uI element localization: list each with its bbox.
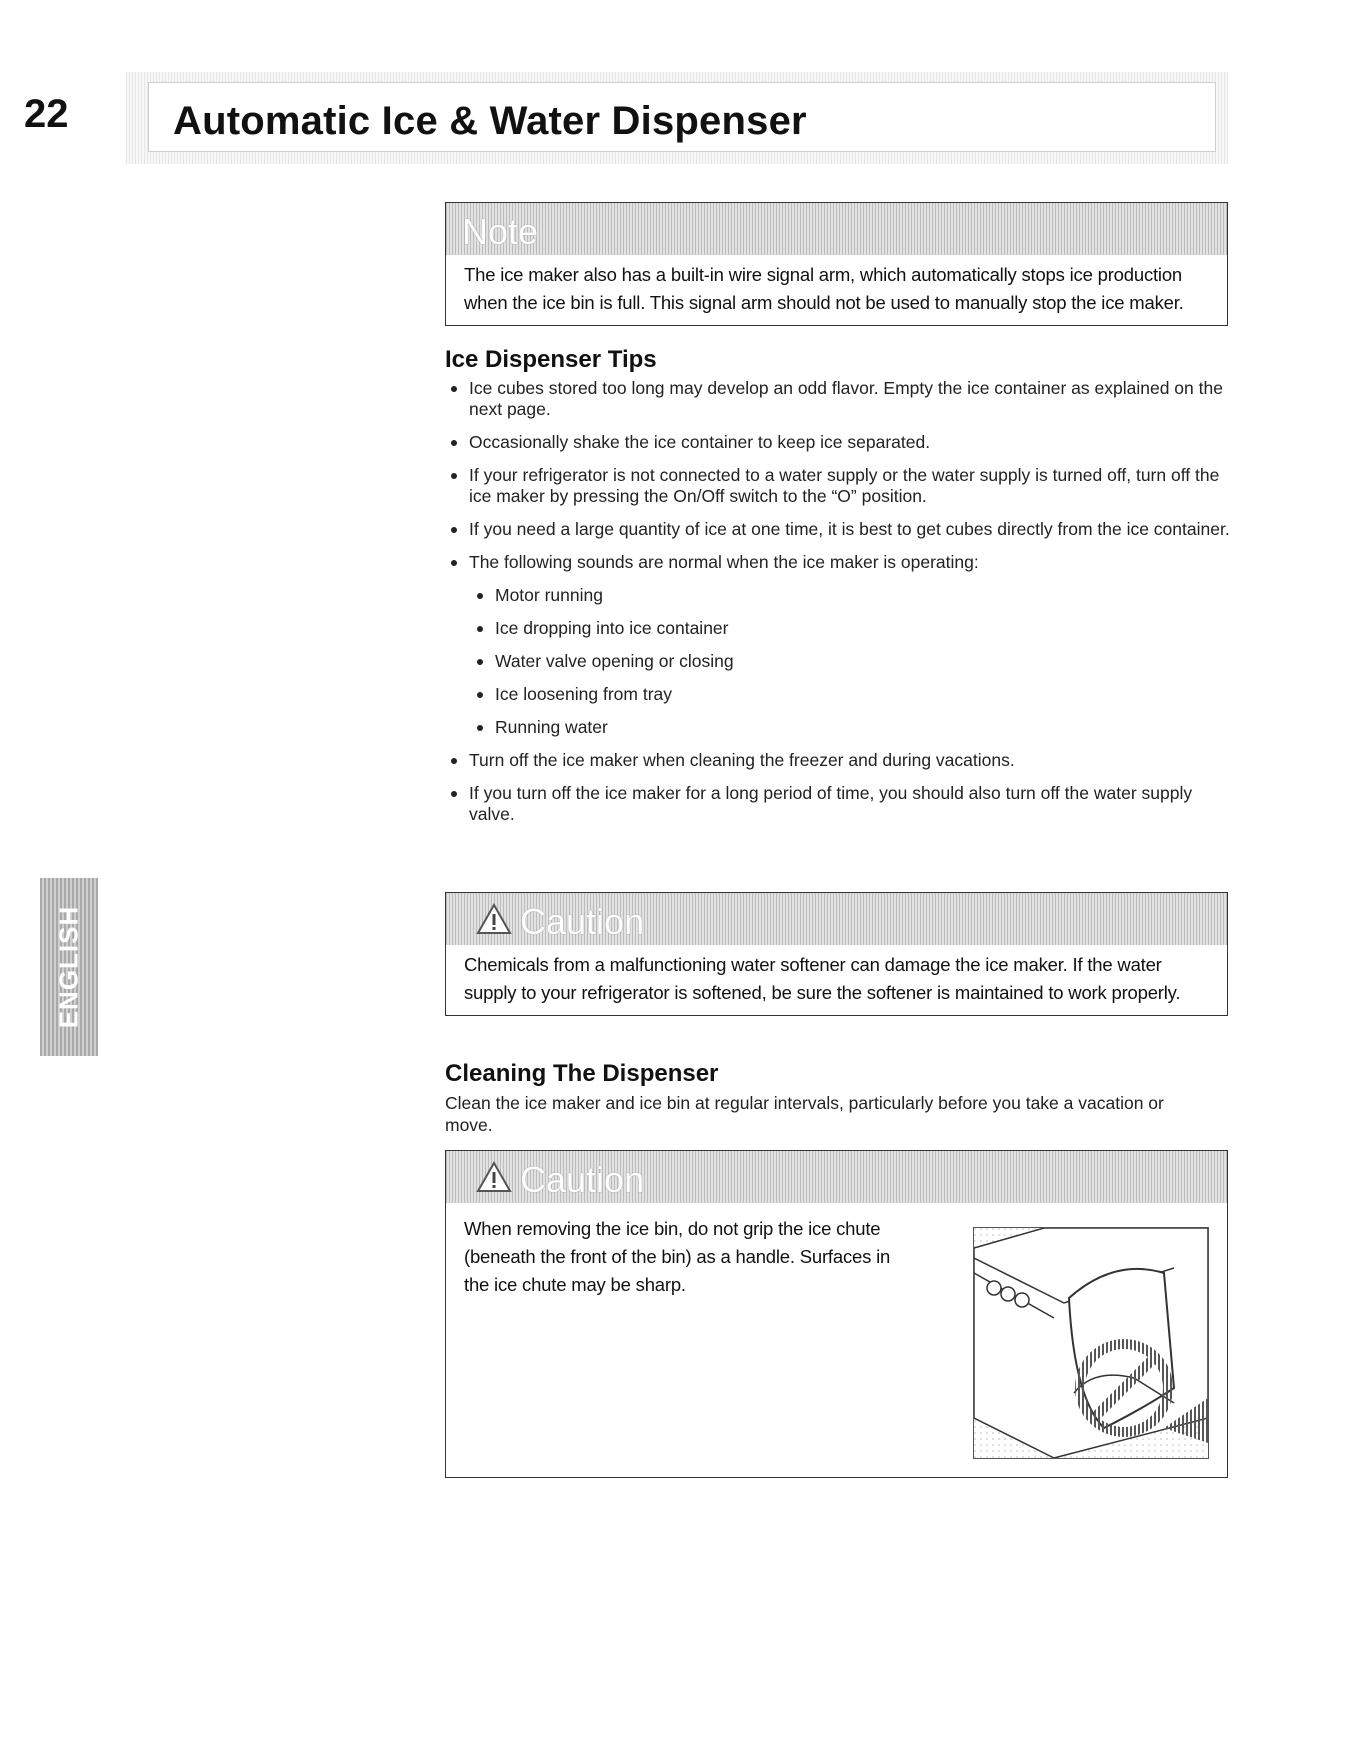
caution-text-ice-chute: When removing the ice bin, do not grip the ice chute (beneath the front of the bin) as a handle. Surfaces in the ice chute may be sharp. xyxy=(464,1218,891,1295)
ice-tips-list xyxy=(445,378,1235,837)
ice-bin-illustration xyxy=(973,1227,1209,1459)
sub-list-item: Running water xyxy=(469,717,1235,738)
caution-box-softener xyxy=(445,892,1228,1016)
note-box-header xyxy=(446,203,1227,255)
list-item: If your refrigerator is not connected to a water supply or the water supply is turned off, turn off the ice maker by pressing the On/Off switch to the “O” position. xyxy=(445,465,1235,507)
list-item-text: The following sounds are normal when the ice maker is operating: xyxy=(469,552,979,572)
warning-triangle-icon xyxy=(476,903,512,935)
caution-heading: Caution xyxy=(520,901,645,942)
sub-list-item: Ice dropping into ice container xyxy=(469,618,1235,639)
caution-text-softener: Chemicals from a malfunctioning water softener can damage the ice maker. If the water supply to your refrigerator is softened, be sure the softener is maintained to work properly. xyxy=(464,954,1181,1003)
no-grip-ice-chute-icon xyxy=(974,1228,1208,1458)
caution-box-ice-chute xyxy=(445,1150,1228,1478)
sub-list-item: Ice loosening from tray xyxy=(469,684,1235,705)
side-tab-label: ENGLISH xyxy=(53,905,84,1029)
title-banner xyxy=(126,72,1228,164)
warning-triangle-icon xyxy=(476,1161,512,1193)
cleaning-title: Cleaning The Dispenser xyxy=(445,1060,719,1087)
list-item: Turn off the ice maker when cleaning the freezer and during vacations. xyxy=(445,750,1235,771)
sub-list-item: Motor running xyxy=(469,585,1235,606)
page-title: Automatic Ice & Water Dispenser xyxy=(173,99,807,143)
caution-box-header xyxy=(446,893,1227,945)
sub-list-item: Water valve opening or closing xyxy=(469,651,1235,672)
note-heading: Note xyxy=(462,211,539,252)
note-text: The ice maker also has a built-in wire signal arm, which automatically stops ice production when the ice bin is full. This signal arm should not be used to manually stop the ice maker. xyxy=(464,264,1184,313)
list-item xyxy=(445,552,1235,738)
caution-heading: Caution xyxy=(520,1159,645,1200)
list-item: If you turn off the ice maker for a long period of time, you should also turn off the water supply valve. xyxy=(445,783,1235,825)
list-item: Ice cubes stored too long may develop an odd flavor. Empty the ice container as explained on the next page. xyxy=(445,378,1235,420)
cleaning-text: Clean the ice maker and ice bin at regular intervals, particularly before you take a vacation or move. xyxy=(445,1093,1164,1135)
page-number: 22 xyxy=(24,92,69,136)
list-item: Occasionally shake the ice container to keep ice separated. xyxy=(445,432,1235,453)
normal-sounds-list xyxy=(469,585,1235,738)
language-side-tab xyxy=(40,878,98,1056)
ice-tips-title: Ice Dispenser Tips xyxy=(445,346,657,373)
list-item: If you need a large quantity of ice at one time, it is best to get cubes directly from the ice container. xyxy=(445,519,1235,540)
caution-box-header xyxy=(446,1151,1227,1203)
title-frame xyxy=(148,82,1216,152)
note-box xyxy=(445,202,1228,326)
